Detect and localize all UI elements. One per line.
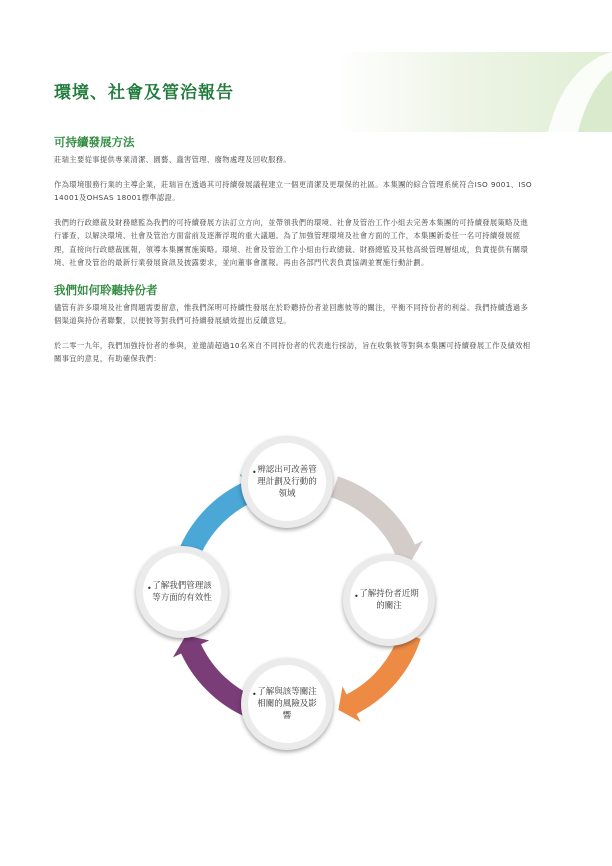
main-content [54,134,532,366]
arrow-top-to-right [331,476,423,562]
paragraph: 作為環境服務行業的主導企業，莊瑞旨在透過其可持續發展議程建立一個更清潔及更環保的社區。本集團的綜合管理系統符合ISO 9001、ISO 14001及OHSAS 18001標準認證。 [54,179,533,202]
cycle-node-top [241,436,333,528]
cycle-node-right [343,554,435,646]
cycle-node-label: 了解與該等關注相關的風險及影響 [257,687,317,721]
bullet-icon: • [354,592,359,601]
section-heading-sustainability: 可持續發展方法 [54,135,135,149]
cycle-node-label: 辨認出可改善管理計劃及行動的領域 [257,465,317,499]
cycle-node-label: 了解持份者近期的關注 [359,589,419,611]
bullet-icon: • [252,690,257,699]
paragraph: 莊瑞主要從事提供專業清潔、園藝、蟲害管理、廢物處理及回收服務。 [54,155,292,164]
section-heading-stakeholders: 我們如何聆聽持份者 [54,282,158,297]
cycle-node-label: 了解我們管理該等方面的有效性 [152,581,212,603]
arrow-right-to-bottom [338,632,420,722]
report-title: 環境、社會及管治報告 [54,83,234,103]
cycle-node-left [136,546,228,638]
paragraph: 儘管有許多環境及社會問題需要留意，惟我們深明可持續性發展在於聆聽持份者並回應彼等的關注，平衡不同持份者的利益。我們持續透過多個渠道與持份者聯繫，以便彼等對我們可持續發展績效提出反饋意見。 [54,302,529,325]
stakeholder-cycle-diagram [140,428,460,773]
bullet-icon: • [252,468,257,477]
bullet-icon: • [147,584,152,593]
paragraph: 我們的行政總裁及財務總監為我們的可持續發展方法訂立方向，並帶領我們的環境、社會及管治工作小組去完善本集團的可持續發展策略及進行審查，以解決環境、社會及管治方面當前及逐漸浮現的重大議題。為了加強管理環境及社會方面的工作，本集團新委任一名可持續發展經理，直接向行政總裁匯報，領導本集團實施策略。環境、社會及管治工作小組由行政總裁、財務總監及其他高級管理層組成，負責提供有關環境、社會及管治的最新行業發展資訊及披露要求，並向董事會滙報。再由各部門代表負責協調並實施行動計劃。 [54,217,529,267]
paragraph: 於二零一九年，我們加強持份者的參與，並邀請超過10名來自不同持份者的代表進行採訪，旨在收集彼等對與本集團可持續發展工作及績效相關事宜的意見，有助確保我們： [54,340,531,363]
cycle-node-bottom [241,658,333,750]
